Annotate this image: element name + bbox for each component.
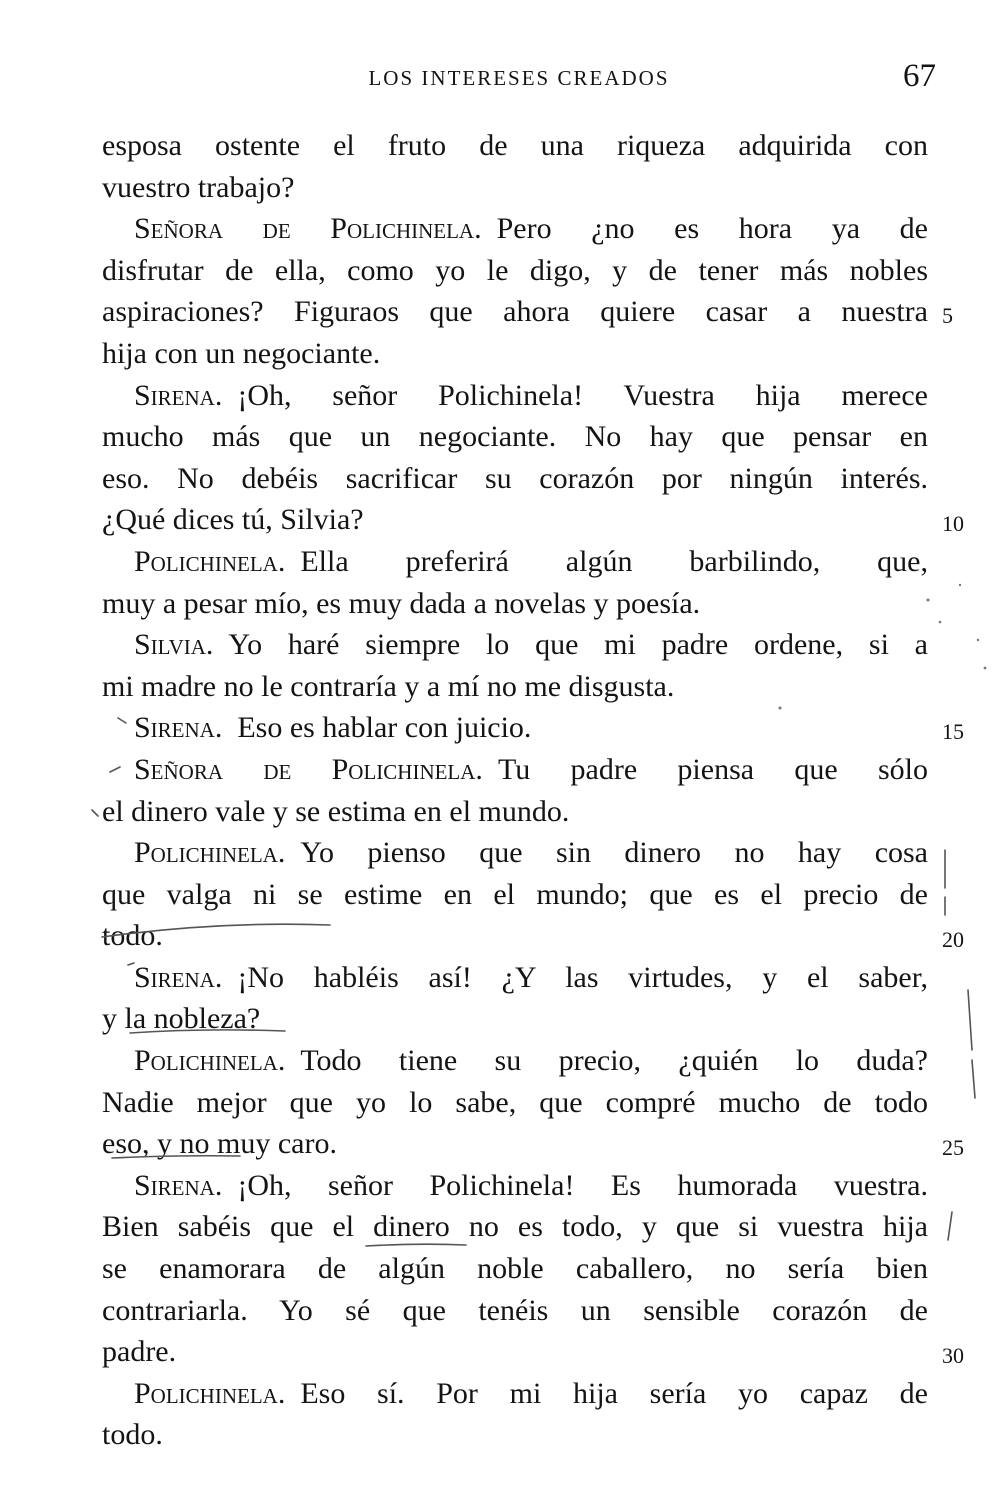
pencil-margin-line xyxy=(972,1060,975,1098)
line-text: hija con un negociante. xyxy=(102,336,381,370)
text-line xyxy=(102,416,928,458)
text-line xyxy=(102,1290,928,1332)
play-text xyxy=(102,125,964,1456)
speaker-name: Sirena. xyxy=(134,960,223,994)
line-text: Eso es hablar con juicio. xyxy=(237,711,532,745)
text-line xyxy=(102,583,928,625)
speaker-name: Polichinela. xyxy=(134,1044,286,1078)
page-number: 67 xyxy=(903,58,936,94)
speaker-name: Sirena. xyxy=(134,378,223,412)
text-line xyxy=(102,1414,928,1456)
line-text: se enamorara de algún noble caballero, no sería bien xyxy=(102,1252,928,1286)
speaker-name: Sirena. xyxy=(134,1168,223,1202)
line-text: Todo tiene su precio, ¿quién lo duda? xyxy=(300,1044,928,1078)
line-text: Nadie mejor que yo lo sabe, que compré mucho de todo xyxy=(102,1085,928,1119)
line-text: ¡Oh, señor Polichinela! Vuestra hija merece xyxy=(237,378,928,412)
line-number: 5 xyxy=(942,303,953,329)
text-line xyxy=(102,1123,964,1165)
speaker-name: Señora de Polichinela. xyxy=(134,212,482,246)
text-line xyxy=(102,458,928,500)
line-number: 30 xyxy=(942,1343,964,1369)
text-line xyxy=(102,791,928,833)
text-line xyxy=(102,250,928,292)
line-text: Bien sabéis que el dinero no es todo, y que si vuestra hija xyxy=(102,1210,928,1244)
line-text: y la nobleza? xyxy=(102,1002,261,1036)
speaker-name: Polichinela. xyxy=(134,544,286,578)
speech-line xyxy=(102,832,928,874)
line-text: eso, y no muy caro. xyxy=(102,1127,337,1161)
speaker-name: Polichinela. xyxy=(134,836,286,870)
line-text: contrariarla. Yo sé que tenéis un sensible corazón de xyxy=(102,1293,928,1327)
line-text: Yo pienso que sin dinero no hay cosa xyxy=(300,836,928,870)
text-line xyxy=(102,998,928,1040)
text-line xyxy=(102,1082,928,1124)
line-text: ¿Qué dices tú, Silvia? xyxy=(102,503,364,537)
speaker-name: Silvia. xyxy=(134,628,214,662)
line-text: disfrutar de ella, como yo le digo, y de tener más nobles xyxy=(102,253,928,287)
speech-line xyxy=(102,1165,928,1207)
speech-line xyxy=(102,707,964,749)
text-line xyxy=(102,291,953,333)
line-text: ¡Oh, señor Polichinela! Es humorada vuestra. xyxy=(237,1168,928,1202)
text-line xyxy=(102,1206,928,1248)
speech-line xyxy=(102,749,928,791)
text-line xyxy=(102,915,964,957)
line-text: que valga ni se estime en el mundo; que es el precio de xyxy=(102,877,928,911)
speaker-name: Polichinela. xyxy=(134,1376,286,1410)
speech-line xyxy=(102,1040,928,1082)
line-text: todo. xyxy=(102,919,163,953)
line-text: esposa ostente el fruto de una riqueza adquirida con xyxy=(102,129,928,162)
speech-line xyxy=(102,624,928,666)
speech-line xyxy=(102,541,928,583)
pencil-dot xyxy=(977,639,979,641)
line-text: muy a pesar mío, es muy dada a novelas y poesía. xyxy=(102,586,701,620)
pencil-margin-line xyxy=(948,1212,952,1240)
text-line xyxy=(102,333,928,375)
speaker-name: Sirena. xyxy=(134,711,223,745)
running-title: LOS INTERESES CREADOS xyxy=(368,66,670,90)
line-text: Eso sí. Por mi hija sería yo capaz de xyxy=(300,1376,928,1410)
pencil-margin-line xyxy=(968,990,972,1050)
line-text: ¡No habléis así! ¿Y las virtudes, y el saber, xyxy=(237,960,928,994)
text-line xyxy=(102,874,928,916)
text-line xyxy=(102,666,928,708)
pencil-dot xyxy=(959,584,961,586)
line-text: mucho más que un negociante. No hay que pensar en xyxy=(102,420,928,454)
line-text: Tu padre piensa que sólo xyxy=(497,752,928,786)
line-text: eso. No debéis sacrificar su corazón por ningún interés. xyxy=(102,461,928,495)
line-text: vuestro trabajo? xyxy=(102,170,295,204)
speech-line xyxy=(102,375,928,417)
text-line xyxy=(102,1248,928,1290)
line-text: aspiraciones? Figuraos que ahora quiere casar a nuestra xyxy=(102,295,928,329)
speech-line xyxy=(102,957,928,999)
line-text: padre. xyxy=(102,1335,177,1369)
line-text: todo. xyxy=(102,1418,163,1452)
line-text: Ella preferirá algún barbilindo, que, xyxy=(300,544,928,578)
text-line xyxy=(102,125,928,167)
pencil-tick xyxy=(92,810,98,816)
speaker-name: Señora de Polichinela. xyxy=(134,752,483,786)
speech-line xyxy=(102,1373,928,1415)
text-line xyxy=(102,499,964,541)
line-text: mi madre no le contraría y a mí no me disgusta. xyxy=(102,669,675,703)
pencil-dot xyxy=(984,667,987,670)
line-text: Yo haré siempre lo que mi padre ordene, si a xyxy=(228,628,928,662)
page-header xyxy=(102,58,936,108)
line-number: 20 xyxy=(942,927,964,953)
line-number: 25 xyxy=(942,1135,964,1161)
pencil-dot xyxy=(939,621,942,624)
text-line xyxy=(102,167,928,209)
line-number: 10 xyxy=(942,511,964,537)
line-number: 15 xyxy=(942,719,964,745)
speech-line xyxy=(102,208,928,250)
line-text: Pero ¿no es hora ya de xyxy=(496,212,929,246)
line-text: el dinero vale y se estima en el mundo. xyxy=(102,794,570,828)
text-line xyxy=(102,1331,964,1373)
